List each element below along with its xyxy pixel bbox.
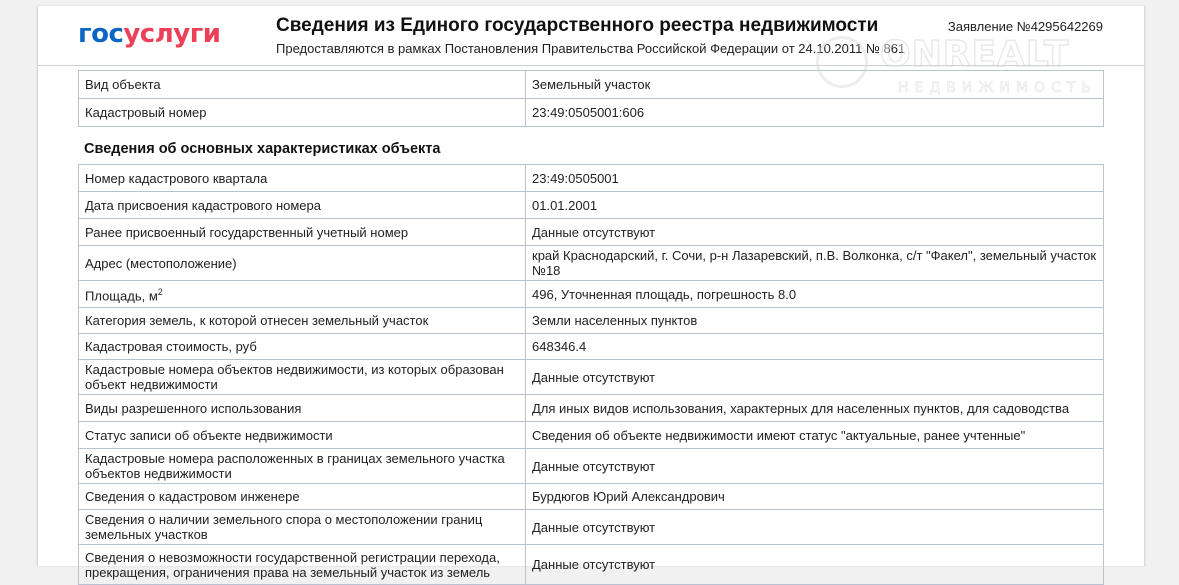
row-value: Данные отсутствуют — [526, 219, 1104, 246]
row-label: Сведения о наличии земельного спора о местоположении границ земельных участков — [79, 510, 526, 545]
section-title: Сведения об основных характеристиках объекта — [84, 141, 441, 157]
table-row — [79, 422, 1104, 449]
table-row — [79, 219, 1104, 246]
row-label: Дата присвоения кадастрового номера — [79, 192, 526, 219]
table-row — [79, 449, 1104, 484]
row-value: Сведения об объекте недвижимости имеют статус "актуальные, ранее учтенные" — [526, 422, 1104, 449]
row-value: Земли населенных пунктов — [526, 308, 1104, 334]
row-label: Кадастровые номера расположенных в границах земельного участка объектов недвижимости — [79, 449, 526, 484]
row-value: Земельный участок — [526, 71, 1104, 99]
document-subtitle: Предоставляются в рамках Постановления Правительства Российской Федерации от 24.10.2011 № 861 — [276, 41, 906, 56]
table-row — [79, 545, 1104, 585]
table-row — [79, 510, 1104, 545]
table-row — [79, 246, 1104, 281]
table-row — [79, 281, 1104, 308]
row-label: Вид объекта — [79, 71, 526, 99]
document-title: Сведения из Единого государственного реестра недвижимости — [276, 15, 879, 36]
row-value: Данные отсутствуют — [526, 545, 1104, 585]
row-label: Номер кадастрового квартала — [79, 165, 526, 192]
header-divider — [38, 65, 1144, 66]
area-label-superscript: 2 — [157, 286, 163, 297]
row-label: Сведения о невозможности государственной регистрации перехода, прекращения, ограничения права на земельный участок из земель — [79, 545, 526, 585]
table-row — [79, 308, 1104, 334]
row-value: 648346.4 — [526, 334, 1104, 360]
watermark-text: ONREALT — [880, 34, 1070, 75]
row-value: Данные отсутствуют — [526, 360, 1104, 395]
row-label: Сведения о кадастровом инженере — [79, 484, 526, 510]
watermark-subtext: НЕДВИЖИМОСТЬ — [898, 80, 1097, 96]
area-label-text: Площадь, м — [85, 288, 158, 304]
characteristics-table — [78, 164, 1104, 585]
row-label: Кадастровая стоимость, руб — [79, 334, 526, 360]
row-value: Бурдюгов Юрий Александрович — [526, 484, 1104, 510]
table-row — [79, 395, 1104, 422]
row-value: 496, Уточненная площадь, погрешность 8.0 — [526, 281, 1104, 308]
row-label: Кадастровый номер — [79, 99, 526, 127]
table-row — [79, 71, 1104, 99]
table-row — [79, 334, 1104, 360]
row-value: край Краснодарский, г. Сочи, р-н Лазаревский, п.В. Волконка, с/т "Факел", земельный участок №18 — [526, 246, 1104, 281]
logo-part-gos: гос — [78, 19, 124, 49]
document-sheet — [37, 6, 1145, 580]
row-value: 01.01.2001 — [526, 192, 1104, 219]
row-label: Категория земель, к которой отнесен земельный участок — [79, 308, 526, 334]
object-table — [78, 70, 1104, 127]
row-label: Виды разрешенного использования — [79, 395, 526, 422]
application-number: Заявление №4295642269 — [947, 19, 1103, 34]
row-label: Кадастровые номера объектов недвижимости, из которых образован объект недвижимости — [79, 360, 526, 395]
row-value: 23:49:0505001 — [526, 165, 1104, 192]
table-row — [79, 484, 1104, 510]
table-row — [79, 192, 1104, 219]
gosuslugi-logo — [78, 19, 221, 49]
row-value: Данные отсутствуют — [526, 449, 1104, 484]
row-value: 23:49:0505001:606 — [526, 99, 1104, 127]
table-row — [79, 165, 1104, 192]
logo-part-uslugi: услуги — [123, 19, 221, 49]
row-value: Данные отсутствуют — [526, 510, 1104, 545]
row-label: Статус записи об объекте недвижимости — [79, 422, 526, 449]
row-label — [79, 281, 526, 308]
table-row — [79, 99, 1104, 127]
row-label: Адрес (местоположение) — [79, 246, 526, 281]
table-row — [79, 360, 1104, 395]
row-value: Для иных видов использования, характерных для населенных пунктов, для садоводства — [526, 395, 1104, 422]
row-label: Ранее присвоенный государственный учетный номер — [79, 219, 526, 246]
